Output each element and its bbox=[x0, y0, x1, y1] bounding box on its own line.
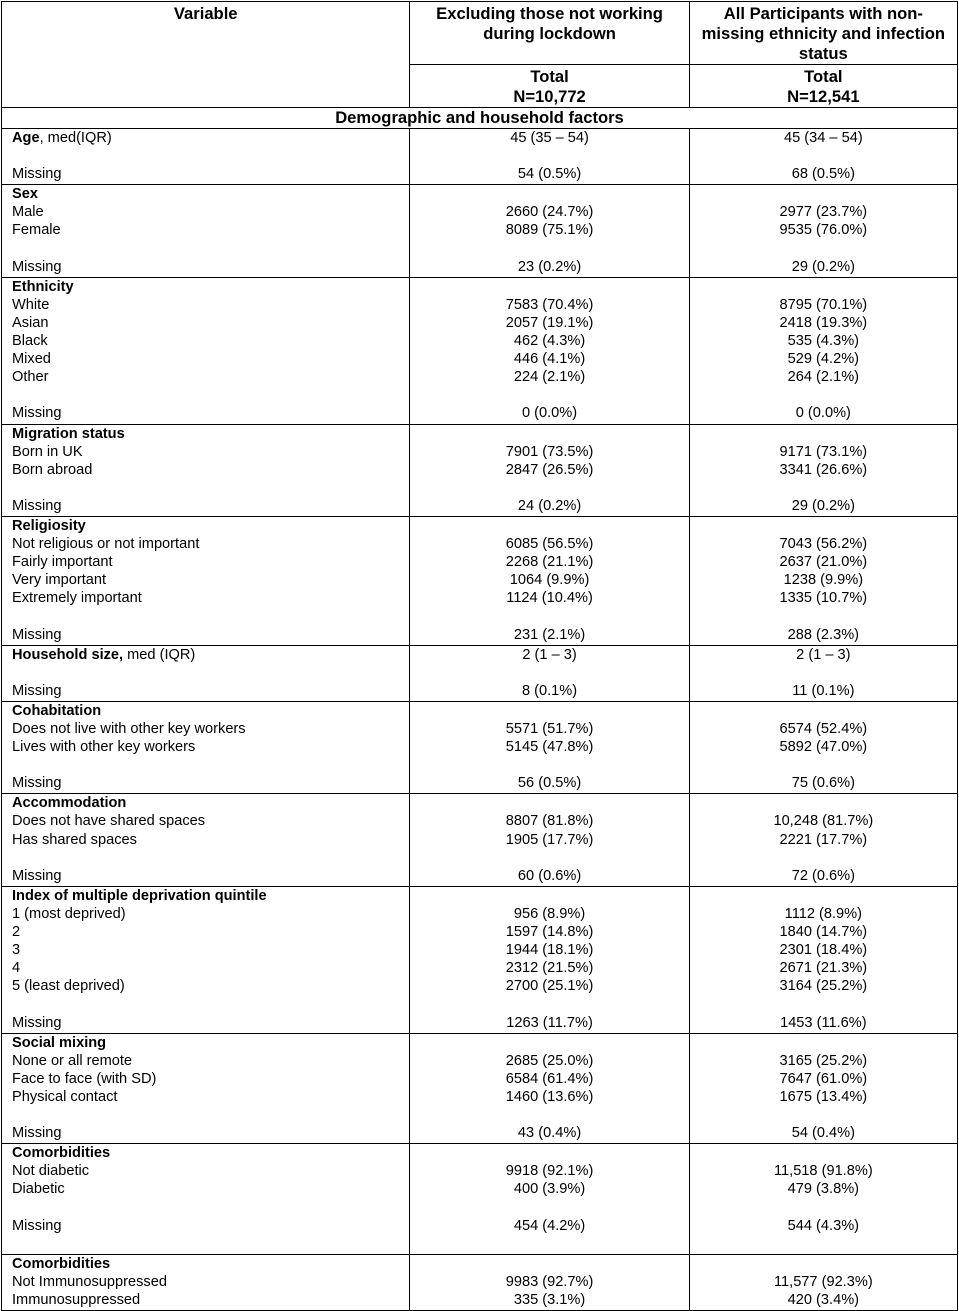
col2-value: 420 (3.4%) bbox=[787, 1291, 860, 1308]
col1-value: 2268 (21.1%) bbox=[505, 554, 594, 571]
spacer bbox=[694, 664, 953, 682]
col1-cell bbox=[410, 794, 689, 886]
col1-value: 1597 (14.8%) bbox=[505, 924, 594, 941]
variable-cell bbox=[2, 185, 410, 277]
col1-value: 5571 (51.7%) bbox=[505, 721, 594, 737]
variable-cell bbox=[2, 277, 410, 424]
group-title: Religiosity bbox=[12, 517, 86, 534]
row-label: Does not live with other key workers bbox=[12, 721, 246, 737]
variable-cell bbox=[2, 1144, 410, 1255]
variable-cell bbox=[2, 645, 410, 701]
row-label: Born in UK bbox=[12, 443, 83, 460]
group-title: Household size, bbox=[12, 646, 124, 663]
col2-total-header bbox=[689, 65, 957, 108]
col1-value: 6085 (56.5%) bbox=[505, 536, 594, 553]
col2-value: 3341 (26.6%) bbox=[779, 461, 868, 478]
row-label: Face to face (with SD) bbox=[12, 1070, 157, 1087]
col2-cell bbox=[689, 886, 957, 1033]
col1-value: 6584 (61.4%) bbox=[505, 1070, 594, 1087]
row-label: Diabetic bbox=[12, 1181, 65, 1198]
table-row bbox=[2, 701, 958, 793]
spacer bbox=[12, 386, 405, 404]
spacer bbox=[414, 147, 684, 165]
col1-cell bbox=[410, 1033, 689, 1144]
col1-value: 1944 (18.1%) bbox=[505, 942, 594, 959]
col1-value: 231 (2.1%) bbox=[513, 626, 586, 643]
row-label: 4 bbox=[12, 960, 21, 977]
spacer bbox=[414, 1235, 684, 1253]
col2-value: 544 (4.3%) bbox=[787, 1217, 860, 1234]
row-label: None or all remote bbox=[12, 1052, 133, 1069]
row-label: Missing bbox=[12, 258, 62, 275]
col2-cell bbox=[689, 701, 957, 793]
row-label: Not diabetic bbox=[12, 1163, 90, 1180]
row-label: Very important bbox=[12, 572, 107, 589]
group-title-line bbox=[12, 1255, 405, 1273]
col1-value: 7583 (70.4%) bbox=[505, 296, 594, 313]
col1-value: 2057 (19.1%) bbox=[505, 314, 594, 331]
col1-value: 8089 (75.1%) bbox=[505, 222, 594, 239]
row-label: Immunosuppressed bbox=[12, 1291, 141, 1308]
col1-value: 335 (3.1%) bbox=[513, 1291, 586, 1308]
col2-value: 1335 (10.7%) bbox=[779, 590, 868, 607]
group-title: Comorbidities bbox=[12, 1255, 111, 1272]
row-label: 1 (most deprived) bbox=[12, 905, 126, 922]
col2-value: 2301 (18.4%) bbox=[779, 942, 868, 959]
group-title-line bbox=[12, 425, 405, 443]
section-title: Demographic and household factors bbox=[2, 108, 958, 129]
col2-value: 529 (4.2%) bbox=[787, 351, 860, 368]
col1-cell bbox=[410, 701, 689, 793]
spacer bbox=[12, 1198, 405, 1216]
row-label: Missing bbox=[12, 1014, 62, 1031]
spacer bbox=[694, 1198, 953, 1216]
col2-value: 6574 (52.4%) bbox=[779, 721, 868, 737]
col2-value: 2977 (23.7%) bbox=[779, 204, 868, 221]
row-label: Not Immunosuppressed bbox=[12, 1273, 167, 1290]
row-label: Fairly important bbox=[12, 554, 113, 571]
spacer bbox=[694, 756, 953, 774]
spacer bbox=[694, 607, 953, 625]
col2-total-label: Total bbox=[804, 67, 843, 86]
col1-cell bbox=[410, 1254, 689, 1310]
col2-value: 68 (0.5%) bbox=[791, 166, 855, 183]
group-title: Cohabitation bbox=[12, 702, 102, 719]
table-row bbox=[2, 424, 958, 516]
col1-value: 43 (0.4%) bbox=[517, 1125, 582, 1142]
row-label: Extremely important bbox=[12, 590, 142, 607]
group-title: Accommodation bbox=[12, 795, 127, 812]
col1-value: 8 (0.1%) bbox=[521, 682, 578, 699]
variable-cell bbox=[2, 701, 410, 793]
table-row bbox=[2, 516, 958, 645]
col1-value: 1263 (11.7%) bbox=[506, 1014, 593, 1031]
row-label: Missing bbox=[12, 626, 62, 643]
table-row bbox=[2, 1033, 958, 1144]
row-label: Born abroad bbox=[12, 461, 93, 478]
col2-value: 2418 (19.3%) bbox=[779, 314, 868, 331]
row-label: Missing bbox=[12, 166, 62, 183]
col1-cell bbox=[410, 277, 689, 424]
group-title-line bbox=[12, 887, 405, 905]
col1-value: 9918 (92.1%) bbox=[505, 1163, 594, 1180]
spacer bbox=[12, 995, 405, 1013]
col1-value: 446 (4.1%) bbox=[513, 351, 586, 368]
col2-value: 0 (0.0%) bbox=[795, 405, 851, 422]
spacer bbox=[694, 995, 953, 1013]
spacer bbox=[414, 479, 684, 497]
col2-title: All Participants with non-missing ethnicity and infection status bbox=[689, 2, 957, 65]
table-row bbox=[2, 1144, 958, 1255]
spacer bbox=[12, 1106, 405, 1124]
col2-value: 1112 (8.9%) bbox=[784, 905, 863, 922]
characteristics-table bbox=[1, 1, 958, 1311]
col2-value: 9171 (73.1%) bbox=[779, 443, 868, 460]
spacer bbox=[694, 479, 953, 497]
spacer bbox=[414, 607, 684, 625]
spacer bbox=[694, 147, 953, 165]
group-title-line bbox=[12, 646, 405, 664]
group-title-suffix: med (IQR) bbox=[123, 646, 196, 663]
spacer bbox=[12, 240, 405, 258]
col1-n: N=10,772 bbox=[513, 87, 586, 106]
col1-value: 23 (0.2%) bbox=[517, 258, 582, 275]
table-row bbox=[2, 886, 958, 1033]
row-label: Missing bbox=[12, 497, 62, 514]
col1-value: 454 (4.2%) bbox=[513, 1217, 586, 1234]
col1-value: 1124 (10.4%) bbox=[506, 590, 593, 607]
variable-cell bbox=[2, 424, 410, 516]
col2-value: 11 (0.1%) bbox=[792, 682, 855, 699]
row-label: Missing bbox=[12, 867, 62, 884]
col2-cell bbox=[689, 1033, 957, 1144]
row-label: Missing bbox=[12, 682, 62, 699]
variable-cell bbox=[2, 886, 410, 1033]
row-label: Missing bbox=[12, 775, 62, 792]
col1-value: 2660 (24.7%) bbox=[505, 204, 594, 221]
col2-value: 535 (4.3%) bbox=[787, 333, 860, 350]
col1-value: 7901 (73.5%) bbox=[505, 443, 594, 460]
spacer bbox=[12, 479, 405, 497]
col2-cell bbox=[689, 185, 957, 277]
col2-value: 288 (2.3%) bbox=[787, 626, 860, 643]
col2-cell bbox=[689, 516, 957, 645]
col2-value: 2 (1 – 3) bbox=[796, 646, 851, 663]
col2-value: 11,577 (92.3%) bbox=[773, 1273, 873, 1290]
variable-cell bbox=[2, 516, 410, 645]
col2-n: N=12,541 bbox=[787, 87, 860, 106]
row-label: Not religious or not important bbox=[12, 536, 200, 553]
spacer bbox=[414, 1198, 684, 1216]
table-row bbox=[2, 185, 958, 277]
col2-value: 72 (0.6%) bbox=[791, 867, 855, 884]
row-label: Asian bbox=[12, 314, 49, 331]
table-row bbox=[2, 129, 958, 185]
spacer bbox=[12, 756, 405, 774]
table-row bbox=[2, 277, 958, 424]
group-title-line bbox=[12, 702, 405, 720]
col1-value: 9983 (92.7%) bbox=[505, 1273, 594, 1290]
spacer bbox=[694, 1106, 953, 1124]
col2-value: 3164 (25.2%) bbox=[779, 978, 868, 995]
col2-cell bbox=[689, 277, 957, 424]
variable-cell bbox=[2, 1254, 410, 1310]
row-label: White bbox=[12, 296, 50, 313]
row-label: Male bbox=[12, 204, 44, 221]
row-label: Missing bbox=[12, 1217, 62, 1234]
table-row bbox=[2, 794, 958, 886]
spacer bbox=[12, 607, 405, 625]
spacer bbox=[414, 664, 684, 682]
col1-value: 0 (0.0%) bbox=[521, 405, 578, 422]
variable-header: Variable bbox=[2, 2, 410, 108]
row-label: Missing bbox=[12, 1125, 62, 1142]
col1-value: 956 (8.9%) bbox=[513, 905, 586, 922]
col1-value: 56 (0.5%) bbox=[517, 775, 582, 792]
col2-cell bbox=[689, 424, 957, 516]
spacer bbox=[694, 386, 953, 404]
group-title: Sex bbox=[12, 186, 38, 203]
col2-value: 3165 (25.2%) bbox=[779, 1052, 868, 1069]
col1-value: 5145 (47.8%) bbox=[505, 739, 594, 756]
col2-value: 7043 (56.2%) bbox=[779, 536, 868, 553]
group-title: Index of multiple deprivation quintile bbox=[12, 887, 267, 904]
col1-value: 54 (0.5%) bbox=[517, 166, 582, 183]
group-title: Comorbidities bbox=[12, 1145, 111, 1162]
col2-value: 8795 (70.1%) bbox=[779, 296, 868, 313]
col2-value: 2221 (17.7%) bbox=[779, 831, 868, 848]
col2-value: 45 (34 – 54) bbox=[784, 130, 863, 146]
col2-value: 75 (0.6%) bbox=[791, 775, 855, 792]
col2-value: 9535 (76.0%) bbox=[779, 222, 868, 239]
group-title-line bbox=[12, 185, 405, 203]
row-label: Black bbox=[12, 333, 48, 350]
col1-total-header bbox=[410, 65, 689, 108]
group-title-line bbox=[12, 517, 405, 535]
col2-value: 479 (3.8%) bbox=[787, 1181, 860, 1198]
group-title-line bbox=[12, 1144, 405, 1162]
col2-cell bbox=[689, 1144, 957, 1255]
group-title-line bbox=[12, 278, 405, 296]
spacer bbox=[414, 995, 684, 1013]
col1-value: 1460 (13.6%) bbox=[505, 1088, 594, 1105]
col1-cell bbox=[410, 1144, 689, 1255]
col2-value: 7647 (61.0%) bbox=[779, 1070, 868, 1087]
row-label: Mixed bbox=[12, 351, 51, 368]
col1-total-label: Total bbox=[530, 67, 569, 86]
row-label: 3 bbox=[12, 942, 21, 959]
col1-title: Excluding those not working during lockdown bbox=[410, 2, 689, 65]
spacer bbox=[414, 386, 684, 404]
spacer bbox=[694, 849, 953, 867]
group-title: Ethnicity bbox=[12, 278, 74, 295]
col2-value: 1453 (11.6%) bbox=[780, 1014, 867, 1031]
col2-value: 11,518 (91.8%) bbox=[773, 1163, 873, 1180]
col1-value: 24 (0.2%) bbox=[517, 497, 582, 514]
col2-value: 29 (0.2%) bbox=[791, 258, 855, 275]
col1-value: 400 (3.9%) bbox=[513, 1181, 586, 1198]
spacer bbox=[414, 756, 684, 774]
table-row bbox=[2, 645, 958, 701]
group-title-suffix: , med(IQR) bbox=[39, 130, 112, 146]
col2-cell bbox=[689, 794, 957, 886]
col2-value: 5892 (47.0%) bbox=[779, 739, 868, 756]
col2-value: 264 (2.1%) bbox=[787, 369, 860, 386]
row-label: Has shared spaces bbox=[12, 831, 137, 848]
col2-cell bbox=[689, 1254, 957, 1310]
variable-cell bbox=[2, 794, 410, 886]
col1-value: 2847 (26.5%) bbox=[505, 461, 594, 478]
col2-value: 1840 (14.7%) bbox=[779, 924, 868, 941]
col1-value: 2312 (21.5%) bbox=[505, 960, 594, 977]
col1-cell bbox=[410, 516, 689, 645]
col2-value: 29 (0.2%) bbox=[791, 497, 855, 514]
col1-value: 2685 (25.0%) bbox=[505, 1052, 594, 1069]
col1-cell bbox=[410, 185, 689, 277]
col2-value: 10,248 (81.7%) bbox=[773, 813, 874, 830]
col1-cell bbox=[410, 424, 689, 516]
group-title: Age bbox=[12, 130, 40, 146]
spacer bbox=[12, 1235, 405, 1253]
col1-value: 2 (1 – 3) bbox=[522, 646, 577, 663]
group-title-line bbox=[12, 794, 405, 812]
col2-value: 2671 (21.3%) bbox=[779, 960, 868, 977]
col1-value: 2700 (25.1%) bbox=[505, 978, 594, 995]
group-title-line bbox=[12, 129, 405, 147]
spacer bbox=[414, 849, 684, 867]
col1-value: 60 (0.6%) bbox=[517, 867, 582, 884]
col2-value: 1238 (9.9%) bbox=[783, 572, 864, 589]
spacer bbox=[694, 240, 953, 258]
col1-cell bbox=[410, 886, 689, 1033]
col1-cell bbox=[410, 129, 689, 185]
col1-cell bbox=[410, 645, 689, 701]
group-title: Social mixing bbox=[12, 1034, 107, 1051]
col1-value: 224 (2.1%) bbox=[513, 369, 586, 386]
table-row bbox=[2, 1254, 958, 1310]
col2-cell bbox=[689, 129, 957, 185]
row-label: Lives with other key workers bbox=[12, 739, 196, 756]
row-label: Missing bbox=[12, 405, 62, 422]
variable-cell bbox=[2, 129, 410, 185]
spacer bbox=[12, 849, 405, 867]
group-title: Migration status bbox=[12, 425, 125, 442]
col2-value: 2637 (21.0%) bbox=[779, 554, 868, 571]
row-label: Other bbox=[12, 369, 49, 386]
col2-value: 1675 (13.4%) bbox=[779, 1088, 868, 1105]
spacer bbox=[694, 1235, 953, 1253]
row-label: 5 (least deprived) bbox=[12, 978, 125, 995]
table-body bbox=[2, 129, 958, 1311]
spacer bbox=[12, 664, 405, 682]
row-label: Female bbox=[12, 222, 61, 239]
row-label: Physical contact bbox=[12, 1088, 118, 1105]
spacer bbox=[12, 147, 405, 165]
col2-cell bbox=[689, 645, 957, 701]
variable-cell bbox=[2, 1033, 410, 1144]
col1-value: 462 (4.3%) bbox=[513, 333, 586, 350]
row-label: Does not have shared spaces bbox=[12, 813, 206, 830]
row-label: 2 bbox=[12, 924, 21, 941]
col1-value: 1905 (17.7%) bbox=[505, 831, 594, 848]
col1-value: 1064 (9.9%) bbox=[509, 572, 590, 589]
col2-value: 54 (0.4%) bbox=[791, 1125, 855, 1142]
col1-value: 8807 (81.8%) bbox=[505, 813, 594, 830]
spacer bbox=[414, 1106, 684, 1124]
spacer bbox=[414, 240, 684, 258]
col1-value: 45 (35 – 54) bbox=[510, 130, 589, 146]
group-title-line bbox=[12, 1034, 405, 1052]
